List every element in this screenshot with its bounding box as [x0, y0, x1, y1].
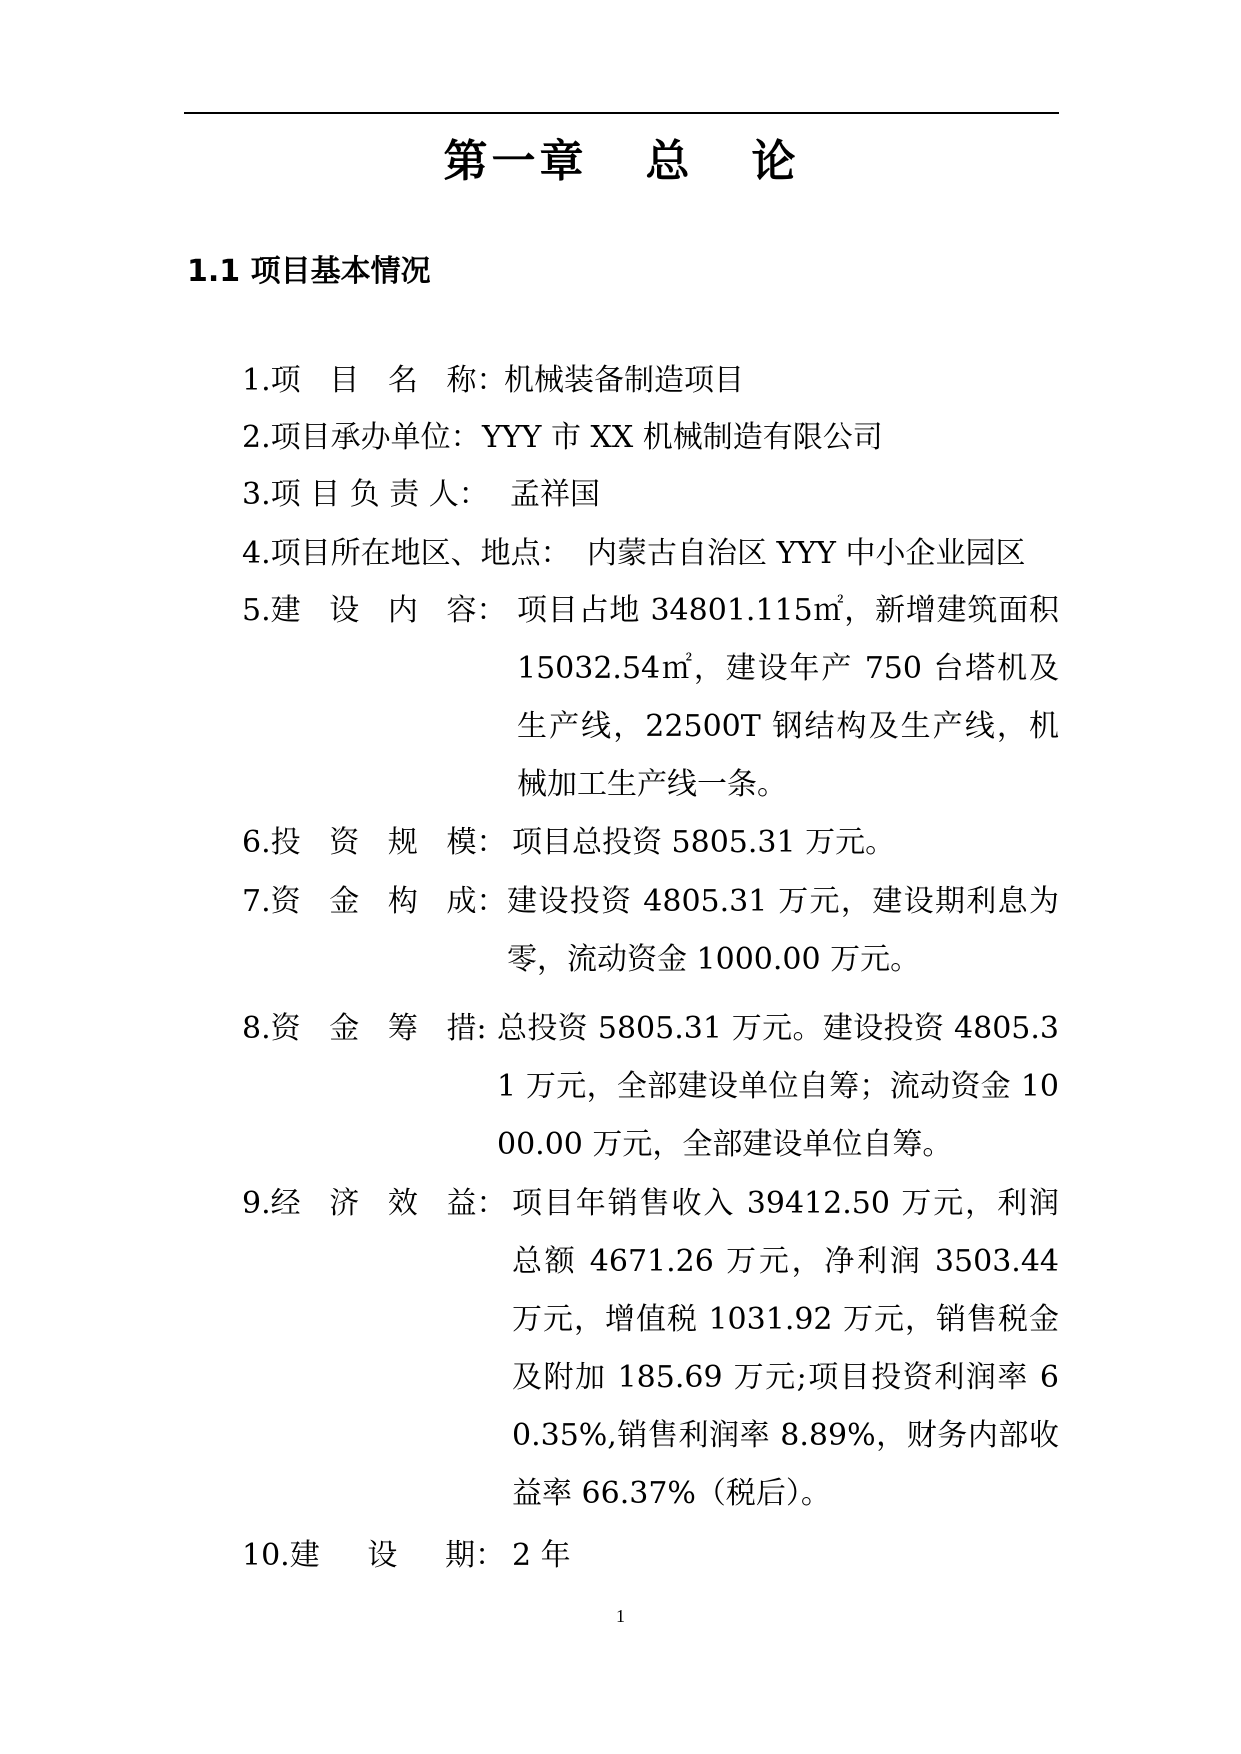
item-label: 3.项 目 负 责 人：: [242, 477, 489, 512]
item-label: 7.资 金 构 成：: [242, 884, 507, 919]
chapter-title: 第一章 总 论: [443, 136, 800, 187]
item-value: 总投资 5805.31 万元。建设投资 4805.31 万元，全部建设单位自筹；流动资金 1000.00 万元，全部建设单位自筹。: [497, 1011, 1059, 1162]
item-value: 内蒙古自治区 YYY 中小企业园区: [587, 536, 1026, 571]
item-value: 2 年: [512, 1538, 571, 1573]
item-value: 孟祥国: [510, 477, 600, 512]
section-heading: 1.1 项目基本情况: [187, 254, 431, 289]
item-label: 5.建 设 内 容：: [242, 593, 507, 628]
item-label: 8.资 金 筹 措:: [242, 1011, 487, 1046]
item-label: 4.项目所在地区、地点：: [242, 536, 571, 571]
item-label: 6.投 资 规 模：: [242, 825, 507, 860]
item-label: 2.项目承办单位：: [242, 420, 481, 455]
item-label: 10.建 设 期：: [242, 1538, 506, 1573]
item-value: 项目年销售收入 39412.50 万元，利润总额 4671.26 万元，净利润 3503.44 万元，增值税 1031.92 万元，销售税金及附加 185.69 万元;项目投资利润率 60.35%,销售利润率 8.89%，财务内部收益率 66.37%（税后）。: [512, 1186, 1059, 1511]
page-number: 1: [616, 1606, 625, 1626]
item-value: 项目占地 34801.115㎡，新增建筑面积 15032.54㎡，建设年产 750 台塔机及生产线，22500T 钢结构及生产线，机械加工生产线一条。: [517, 593, 1059, 802]
item-value: 项目总投资 5805.31 万元。: [512, 825, 896, 860]
item-value: YYY 市 XX 机械制造有限公司: [482, 420, 883, 455]
item-value: 建设投资 4805.31 万元，建设期利息为零，流动资金 1000.00 万元。: [507, 884, 1059, 977]
item-label: 1.项 目 名 称：: [242, 363, 507, 398]
item-value: 机械装备制造项目: [504, 363, 744, 398]
item-label: 9.经 济 效 益：: [242, 1186, 507, 1221]
